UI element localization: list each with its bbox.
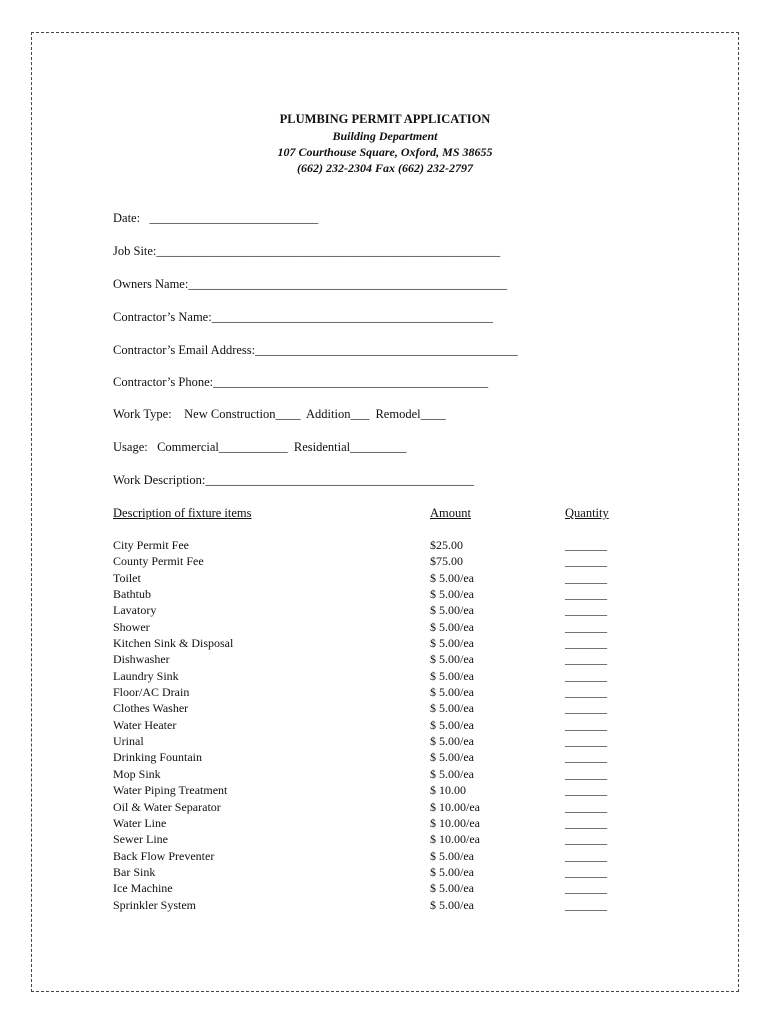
department-name: Building Department (332, 129, 438, 143)
fixture-description: Drinking Fountain (113, 750, 202, 765)
fixture-quantity-field[interactable]: _______ (565, 799, 607, 814)
job-site-field[interactable]: Job Site:_______________________________________________________ (113, 244, 501, 258)
fixture-description: Toilet (113, 570, 141, 585)
fixture-quantity-field[interactable]: _______ (565, 832, 607, 847)
fixture-description: Shower (113, 619, 150, 634)
fixture-amount: $ 5.00/ea (430, 750, 474, 765)
fixture-quantity-field[interactable]: _______ (565, 783, 607, 798)
fixture-description: Kitchen Sink & Disposal (113, 636, 234, 651)
contractors-name-field[interactable]: Contractor’s Name:_____________________________________________ (113, 310, 493, 324)
fixture-description: Bar Sink (113, 864, 156, 879)
fixture-quantity-field[interactable]: _______ (565, 685, 607, 700)
column-header-description: Description of fixture items (113, 506, 252, 520)
table-row (113, 815, 633, 831)
fixture-quantity-field[interactable]: _______ (565, 603, 607, 618)
fixture-amount: $ 5.00/ea (430, 668, 474, 683)
table-row (113, 880, 633, 896)
table-row (113, 782, 633, 798)
fixture-quantity-field[interactable]: _______ (565, 881, 607, 896)
fixture-amount: $25.00 (430, 538, 463, 552)
fixture-quantity-field[interactable]: _______ (565, 734, 607, 749)
fixture-quantity-field[interactable]: _______ (565, 750, 607, 765)
fixture-quantity-field[interactable]: _______ (565, 701, 607, 716)
fixture-description: Sewer Line (113, 832, 168, 847)
fixture-quantity-field[interactable]: _______ (565, 717, 607, 732)
table-row (113, 766, 633, 782)
fixture-description: County Permit Fee (113, 554, 204, 569)
table-row (113, 602, 633, 618)
contractors-email-field[interactable]: Contractor’s Email Address:__________________________________________ (113, 343, 518, 357)
fixture-amount: $ 5.00/ea (430, 570, 474, 585)
work-description-field[interactable]: Work Description:___________________________________________ (113, 473, 475, 487)
fixture-amount: $ 5.00/ea (430, 717, 474, 732)
fixture-description: Oil & Water Separator (113, 799, 221, 814)
fixture-amount: $ 10.00/ea (430, 815, 480, 830)
fixture-description: Urinal (113, 734, 144, 749)
table-row (113, 749, 633, 765)
owners-name-field[interactable]: Owners Name:___________________________________________________ (113, 277, 508, 291)
fixture-quantity-field[interactable]: _______ (565, 538, 607, 552)
usage-field[interactable]: Usage: Commercial___________ Residential_________ (113, 440, 407, 454)
fixture-quantity-field[interactable]: _______ (565, 554, 607, 569)
column-header-amount: Amount (430, 506, 471, 520)
fixture-description: Bathtub (113, 587, 151, 602)
contractors-phone-field[interactable]: Contractor’s Phone:____________________________________________ (113, 375, 489, 389)
table-row (113, 831, 633, 847)
fixture-description: Floor/AC Drain (113, 685, 190, 700)
fixture-description: Water Line (113, 815, 167, 830)
table-row (113, 553, 633, 569)
table-row (113, 799, 633, 815)
fixture-quantity-field[interactable]: _______ (565, 815, 607, 830)
table-row (113, 586, 633, 602)
fixture-quantity-field[interactable]: _______ (565, 619, 607, 634)
fixture-amount: $ 10.00/ea (430, 799, 480, 814)
fixture-description: Lavatory (113, 603, 157, 618)
table-row (113, 864, 633, 880)
fixture-description: Back Flow Preventer (113, 848, 215, 863)
fixture-amount: $ 5.00/ea (430, 603, 474, 618)
fixture-amount: $ 5.00/ea (430, 636, 474, 651)
fixture-description: Water Heater (113, 717, 177, 732)
column-header-quantity: Quantity (565, 506, 609, 520)
table-row (113, 635, 633, 651)
fixture-amount: $ 5.00/ea (430, 864, 474, 879)
fixture-amount: $ 5.00/ea (430, 652, 474, 667)
fixture-quantity-field[interactable]: _______ (565, 864, 607, 879)
department-phone-fax: (662) 232-2304 Fax (662) 232-2797 (297, 161, 473, 175)
fixture-amount: $ 5.00/ea (430, 701, 474, 716)
work-type-field[interactable]: Work Type: New Construction____ Addition___ Remodel____ (113, 407, 446, 421)
fixture-items-table (113, 537, 633, 913)
fixture-quantity-field[interactable]: _______ (565, 668, 607, 683)
fixture-description: Sprinkler System (113, 897, 196, 912)
table-row (113, 733, 633, 749)
department-address: 107 Courthouse Square, Oxford, MS 38655 (277, 145, 493, 159)
fixture-quantity-field[interactable]: _______ (565, 587, 607, 602)
fixture-amount: $ 10.00 (430, 783, 466, 798)
fixture-description: Ice Machine (113, 881, 173, 896)
table-row (113, 848, 633, 864)
fixture-description: Mop Sink (113, 766, 161, 781)
fixture-quantity-field[interactable]: _______ (565, 848, 607, 863)
fixture-description: Water Piping Treatment (113, 783, 228, 798)
fixture-amount: $ 5.00/ea (430, 619, 474, 634)
fixture-quantity-field[interactable]: _______ (565, 570, 607, 585)
table-row (113, 897, 633, 913)
table-row (113, 651, 633, 667)
fixture-quantity-field[interactable]: _______ (565, 652, 607, 667)
fixture-amount: $ 5.00/ea (430, 685, 474, 700)
document-title: PLUMBING PERMIT APPLICATION (279, 112, 491, 126)
fixture-amount: $ 5.00/ea (430, 587, 474, 602)
fixture-amount: $ 5.00/ea (430, 734, 474, 749)
table-row (113, 717, 633, 733)
table-row (113, 570, 633, 586)
fixture-amount: $ 5.00/ea (430, 897, 474, 912)
table-row (113, 537, 633, 553)
fixture-quantity-field[interactable]: _______ (565, 766, 607, 781)
fixture-description: City Permit Fee (113, 538, 189, 552)
fixture-description: Dishwasher (113, 652, 170, 667)
fixture-quantity-field[interactable]: _______ (565, 636, 607, 651)
fixture-amount: $ 10.00/ea (430, 832, 480, 847)
date-field[interactable]: Date: ___________________________ (113, 211, 319, 225)
fixture-amount: $75.00 (430, 554, 463, 569)
table-row (113, 700, 633, 716)
table-row (113, 684, 633, 700)
document-header (0, 111, 770, 176)
fixture-amount: $ 5.00/ea (430, 766, 474, 781)
fixture-quantity-field[interactable]: _______ (565, 897, 607, 912)
table-row (113, 619, 633, 635)
fixture-description: Laundry Sink (113, 668, 179, 683)
table-row (113, 668, 633, 684)
fixture-amount: $ 5.00/ea (430, 881, 474, 896)
fixture-description: Clothes Washer (113, 701, 189, 716)
fixture-amount: $ 5.00/ea (430, 848, 474, 863)
